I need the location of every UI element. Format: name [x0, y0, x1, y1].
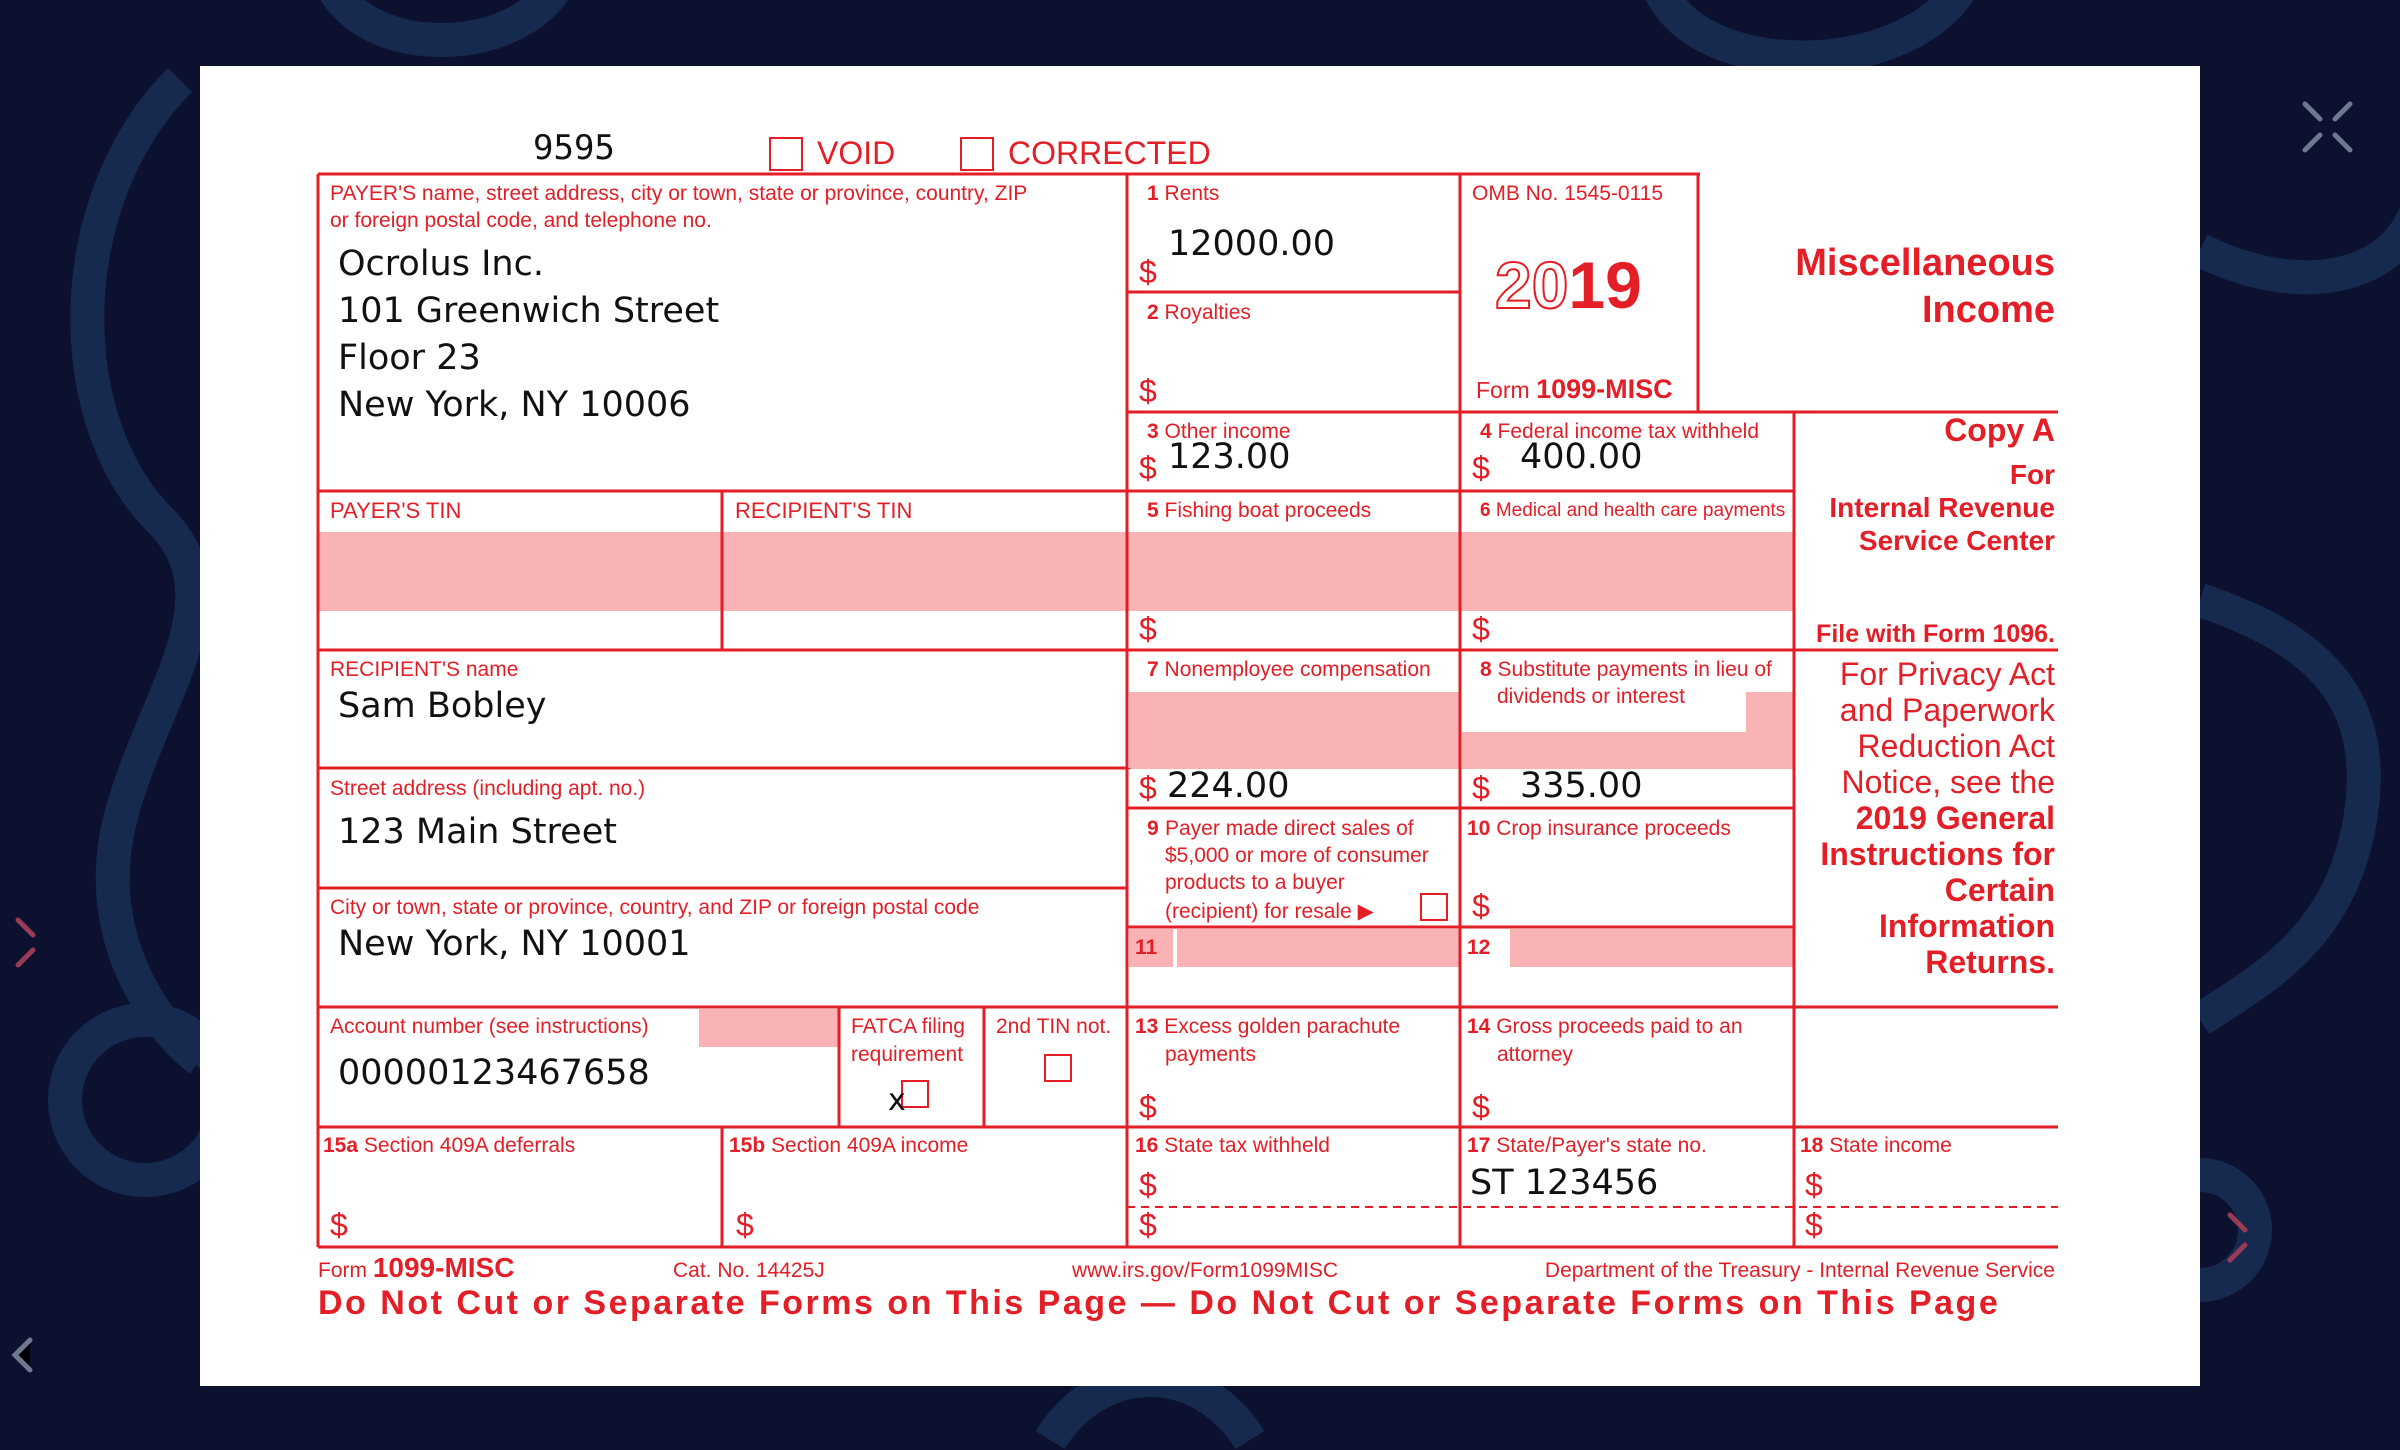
box7-dollar: $	[1139, 770, 1157, 806]
form-id: Form 1099-MISC	[1476, 374, 1673, 404]
footer-cat: Cat. No. 14425J	[673, 1259, 825, 1282]
tax-year	[1495, 250, 1642, 320]
box9-line-4: (recipient) for resale ▶	[1165, 900, 1374, 923]
box13-dollar: $	[1139, 1089, 1157, 1125]
corrected-label: CORRECTED	[1008, 135, 1211, 171]
year-outline: 20	[1495, 248, 1569, 322]
box18-label: 18 State income	[1800, 1134, 1952, 1157]
privacy-line-8: Information	[1879, 908, 2055, 944]
box16-dollar-1: $	[1139, 1167, 1157, 1203]
payer-label-cont: or foreign postal code, and telephone no.	[330, 209, 712, 232]
payer-line-1: Ocrolus Inc.	[338, 244, 544, 284]
privacy-line-4: Notice, see the	[1841, 764, 2055, 800]
form-code: 9595	[533, 128, 615, 168]
form-title-1: Miscellaneous	[1795, 242, 2055, 284]
box6-dollar: $	[1472, 611, 1490, 647]
void-checkbox[interactable]	[769, 137, 803, 171]
second-tin-checkbox[interactable]	[1044, 1054, 1072, 1082]
copy-line-2: Internal Revenue	[1829, 492, 2055, 523]
privacy-line-5: 2019 General	[1855, 800, 2055, 836]
box1-value: 12000.00	[1168, 224, 1336, 264]
box8-dollar: $	[1472, 770, 1490, 806]
box5-dollar: $	[1139, 611, 1157, 647]
footer-url: www.irs.gov/Form1099MISC	[1072, 1259, 1339, 1282]
box9-line-1: Payer made direct sales of	[1165, 817, 1414, 840]
box16-dollar-2: $	[1139, 1207, 1157, 1243]
box14-label: 14 Gross proceeds paid to an	[1467, 1015, 1743, 1038]
recipient-tin-label: RECIPIENT'S TIN	[735, 498, 913, 523]
street-value: 123 Main Street	[338, 812, 617, 852]
recipient-name: Sam Bobley	[338, 686, 547, 726]
file-with: File with Form 1096.	[1816, 620, 2055, 648]
copy-line-3: Service Center	[1858, 525, 2055, 556]
recipient-name-label: RECIPIENT'S name	[330, 658, 519, 681]
box10-dollar: $	[1472, 888, 1490, 924]
privacy-line-7: Certain	[1944, 872, 2055, 908]
box8-label-cont: dividends or interest	[1497, 685, 1685, 708]
box6-label: 6 Medical and health care payments	[1480, 500, 1786, 521]
privacy-line-6: Instructions for	[1820, 836, 2055, 872]
street-label: Street address (including apt. no.)	[330, 777, 646, 800]
box7-label: 7 Nonemployee compensation	[1147, 658, 1431, 681]
footer-warning: Do Not Cut or Separate Forms on This Page — Do Not Cut or Separate Forms on This Page	[318, 1284, 2001, 1322]
payer-label: PAYER'S name, street address, city or town, state or province, country, ZIP	[330, 182, 1028, 205]
box17-label: 17 State/Payer's state no.	[1467, 1134, 1707, 1157]
box3-label: 3 Other income	[1147, 420, 1291, 443]
box9-checkbox[interactable]	[1420, 893, 1448, 921]
footer-form-id: Form 1099-MISC	[318, 1252, 515, 1283]
privacy-line-1: For Privacy Act	[1839, 656, 2055, 692]
box15b-label: 15b Section 409A income	[729, 1134, 969, 1157]
box17-value: ST 123456	[1470, 1163, 1659, 1203]
copy-line-1: For	[2009, 459, 2055, 490]
box4-dollar: $	[1472, 450, 1490, 486]
fatca-label-1: FATCA filing	[851, 1015, 965, 1038]
box8-label: 8 Substitute payments in lieu of	[1480, 658, 1772, 681]
box1-label: 1 Rents	[1147, 182, 1220, 205]
account-label: Account number (see instructions)	[330, 1015, 649, 1038]
box14-dollar: $	[1472, 1089, 1490, 1125]
box4-label: 4 Federal income tax withheld	[1480, 420, 1759, 443]
account-value: 00000123467658	[338, 1053, 650, 1093]
box3-value: 123.00	[1168, 437, 1291, 477]
second-tin-label: 2nd TIN not.	[996, 1015, 1112, 1038]
box15a-label: 15a Section 409A deferrals	[323, 1134, 576, 1157]
box18-dollar-2: $	[1805, 1207, 1823, 1243]
box7-value: 224.00	[1167, 766, 1290, 806]
omb-number: OMB No. 1545-0115	[1472, 182, 1664, 205]
box15b-dollar: $	[736, 1207, 754, 1243]
box12-label: 12	[1467, 936, 1491, 959]
year-bold: 19	[1568, 248, 1642, 322]
box16-label: 16 State tax withheld	[1135, 1134, 1330, 1157]
payer-line-3: Floor 23	[338, 338, 481, 378]
privacy-line-3: Reduction Act	[1857, 728, 2055, 764]
fatca-label-2: requirement	[851, 1043, 964, 1066]
payer-line-4: New York, NY 10006	[338, 385, 691, 425]
corrected-checkbox[interactable]	[960, 137, 994, 171]
privacy-line-9: Returns.	[1925, 944, 2055, 980]
box15a-dollar: $	[330, 1207, 348, 1243]
box4-value: 400.00	[1520, 437, 1643, 477]
box9-line-3: products to a buyer	[1165, 871, 1345, 894]
payer-line-2: 101 Greenwich Street	[338, 291, 720, 331]
box14-label-cont: attorney	[1497, 1043, 1573, 1066]
city-label: City or town, state or province, country, and ZIP or foreign postal code	[330, 896, 980, 919]
copy-title: Copy A	[1944, 412, 2055, 448]
city-value: New York, NY 10001	[338, 924, 691, 964]
payer-tin-label: PAYER'S TIN	[330, 498, 462, 523]
box13-label-cont: payments	[1165, 1043, 1257, 1066]
footer-dept: Department of the Treasury - Internal Revenue Service	[1544, 1259, 2055, 1282]
box8-value: 335.00	[1520, 766, 1643, 806]
fatca-mark: x	[888, 1083, 906, 1118]
void-label: VOID	[817, 135, 896, 171]
box2-label: 2 Royalties	[1147, 301, 1251, 324]
box2-dollar: $	[1139, 373, 1157, 409]
box3-dollar: $	[1139, 450, 1157, 486]
privacy-line-2: and Paperwork	[1839, 692, 2055, 728]
box13-label: 13 Excess golden parachute	[1135, 1015, 1401, 1038]
box9-line-2: $5,000 or more of consumer	[1165, 844, 1429, 867]
box5-label: 5 Fishing boat proceeds	[1147, 499, 1372, 522]
box18-dollar-1: $	[1805, 1167, 1823, 1203]
box10-label: 10 Crop insurance proceeds	[1467, 817, 1731, 840]
box9-num: 9	[1147, 817, 1159, 840]
box1-dollar: $	[1139, 254, 1157, 290]
box11-label: 11	[1135, 936, 1158, 959]
form-title-2: Income	[1921, 289, 2055, 331]
